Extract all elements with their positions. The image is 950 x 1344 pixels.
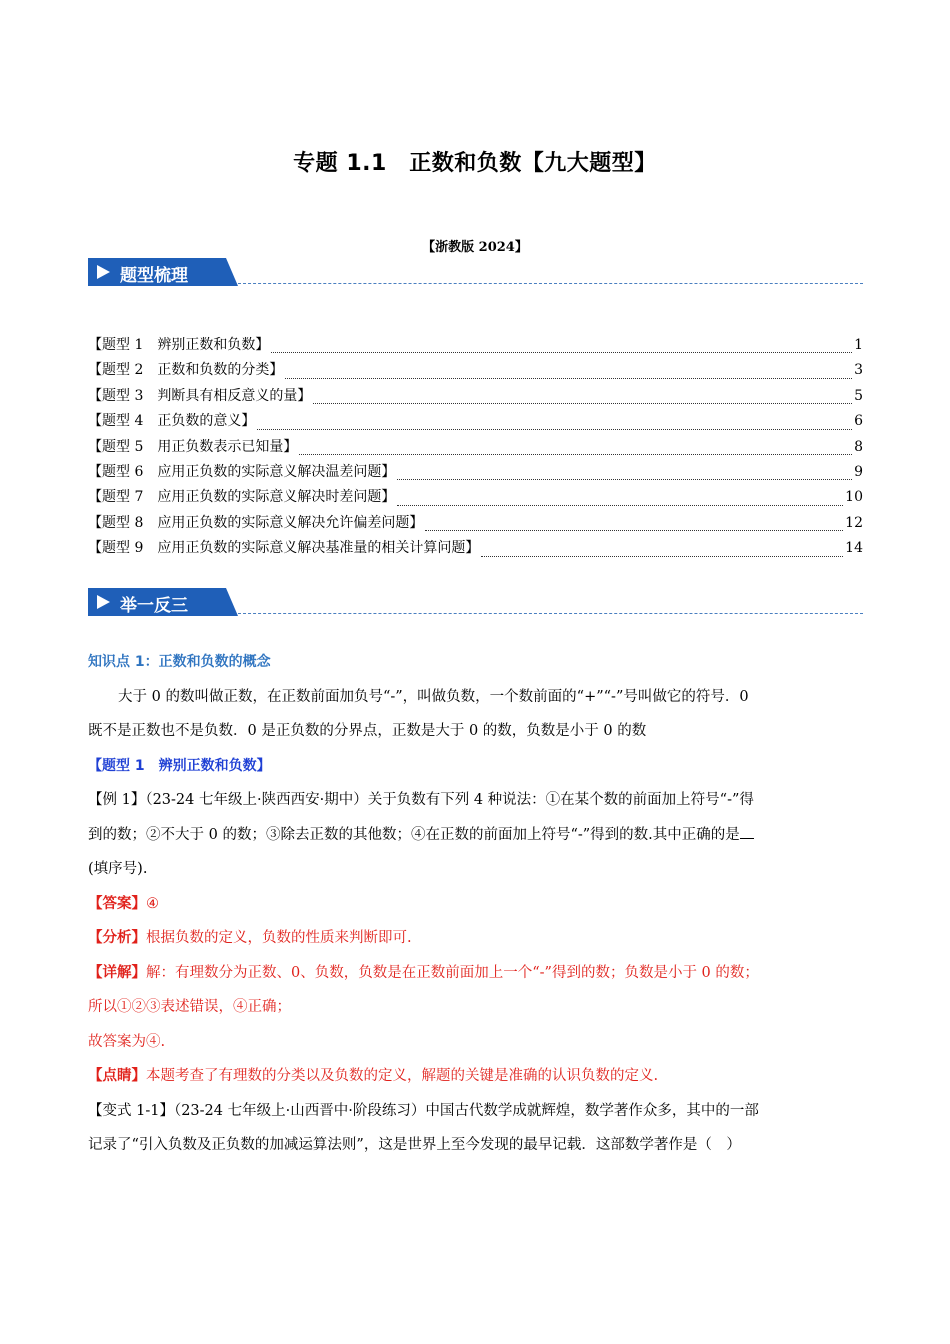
toc-entry[interactable]	[88, 461, 863, 486]
example-text-line: (填序号).	[88, 861, 148, 877]
answer-blank	[740, 824, 754, 839]
toc-entry-label: 【题型 3 判断具有相反意义的量】	[88, 387, 312, 404]
toc-leader	[285, 377, 852, 379]
banner-tab	[88, 258, 238, 286]
practice-section-banner	[88, 588, 863, 616]
toc-banner-label: 题型梳理	[120, 266, 188, 286]
toc-leader	[397, 478, 852, 480]
toc-entry[interactable]	[88, 334, 863, 359]
toc-leader	[313, 402, 852, 404]
toc-entry-label: 【题型 9 应用正负数的实际意义解决基准量的相关计算问题】	[88, 540, 480, 557]
table-of-contents	[88, 334, 863, 563]
example-text: 到的数；②不大于 0 的数；③除去正数的其他数；④在正数的前面加上符号“-”得到的数.其中正确的是	[88, 826, 740, 843]
knowledge-point-title: 知识点 1：正数和负数的概念	[88, 654, 271, 670]
answer-tag: 【答案】	[88, 894, 146, 912]
example-text-line: 【例 1】（23-24 七年级上·陕西西安·期中）关于负数有下列 4 种说法：①在某个数的前面加上符号“-”得	[88, 792, 754, 808]
toc-leader	[257, 428, 852, 430]
toc-leader	[481, 555, 843, 557]
detail-text: 解：有理数分为正数、0、负数，负数是在正数前面加上一个“-”得到的数；负数是小于 0 的数；	[146, 964, 759, 981]
toc-entry-page: 1	[854, 337, 863, 353]
detail-line	[88, 956, 863, 991]
toc-entry-label: 【题型 5 用正负数表示已知量】	[88, 438, 298, 455]
analysis-tag: 【分析】	[88, 929, 146, 946]
type-heading: 【题型 1 辨别正数和负数】	[88, 757, 271, 774]
knowledge-text-line: 大于 0 的数叫做正数，在正数前面加负号“-”，叫做负数，一个数前面的“+”“-”号叫做它的符号．0	[118, 688, 749, 705]
toc-entry[interactable]	[88, 359, 863, 384]
toc-entry[interactable]	[88, 410, 863, 435]
banner-tab	[88, 588, 238, 616]
content-body	[88, 645, 863, 1163]
analysis-text: 根据负数的定义，负数的性质来判断即可.	[146, 930, 412, 946]
toc-entry-page: 8	[854, 438, 863, 455]
toc-entry-label: 【题型 6 应用正负数的实际意义解决温差问题】	[88, 463, 396, 480]
knowledge-text-line: 既不是正数也不是负数．0 是正负数的分界点，正数是大于 0 的数，负数是小于 0 的数	[88, 723, 647, 739]
toc-entry[interactable]	[88, 436, 863, 461]
toc-leader	[425, 529, 843, 531]
toc-entry-page: 5	[854, 387, 863, 404]
toc-entry[interactable]	[88, 385, 863, 410]
page-title: 专题 1.1 正数和负数【九大题型】	[293, 151, 657, 176]
detail-line: 所以①②③表述错误，④正确；	[88, 999, 291, 1015]
variant-text-line: 【变式 1-1】（23-24 七年级上·山西晋中·阶段练习）中国古代数学成就辉煌，数学著作众多，其中的一部	[88, 1102, 759, 1119]
example-text-line	[88, 818, 863, 853]
toc-entry[interactable]	[88, 486, 863, 511]
variant-text-line: 记录了“引入负数及正负数的加减运算法则”，这是世界上至今发现的最早记载．这部数学著作是（ ）	[88, 1137, 741, 1153]
detail-tag: 【详解】	[88, 963, 146, 981]
toc-entry-label: 【题型 7 应用正负数的实际意义解决时差问题】	[88, 489, 396, 506]
toc-leader	[271, 351, 852, 353]
toc-entry[interactable]	[88, 512, 863, 537]
toc-entry-label: 【题型 1 辨别正数和负数】	[88, 337, 270, 353]
comment-tag: 【点睛】	[88, 1067, 146, 1084]
detail-line: 故答案为④.	[88, 1033, 166, 1050]
answer-text: ④	[146, 895, 159, 912]
answer-line	[88, 887, 863, 922]
toc-entry-page: 14	[845, 540, 863, 557]
toc-entry[interactable]	[88, 537, 863, 562]
toc-entry-label: 【题型 2 正数和负数的分类】	[88, 362, 284, 379]
toc-entry-label: 【题型 8 应用正负数的实际意义解决允许偏差问题】	[88, 514, 424, 531]
toc-entry-page: 10	[845, 489, 863, 506]
edition-label: 【浙教版 2024】	[422, 240, 528, 255]
banner-divider	[238, 613, 863, 614]
comment-text: 本题考查了有理数的分类以及负数的定义，解题的关键是准确的认识负数的定义.	[146, 1068, 659, 1084]
toc-entry-page: 9	[854, 463, 863, 480]
practice-banner-label: 举一反三	[120, 596, 188, 616]
toc-entry-page: 6	[854, 413, 863, 430]
toc-entry-page: 12	[845, 514, 863, 531]
toc-entry-page: 3	[854, 362, 863, 379]
toc-entry-label: 【题型 4 正负数的意义】	[88, 413, 256, 430]
comment-line	[88, 1059, 863, 1094]
toc-leader	[397, 504, 843, 506]
toc-leader	[299, 453, 852, 455]
analysis-line	[88, 921, 863, 956]
banner-divider	[238, 283, 863, 284]
toc-section-banner	[88, 258, 863, 286]
